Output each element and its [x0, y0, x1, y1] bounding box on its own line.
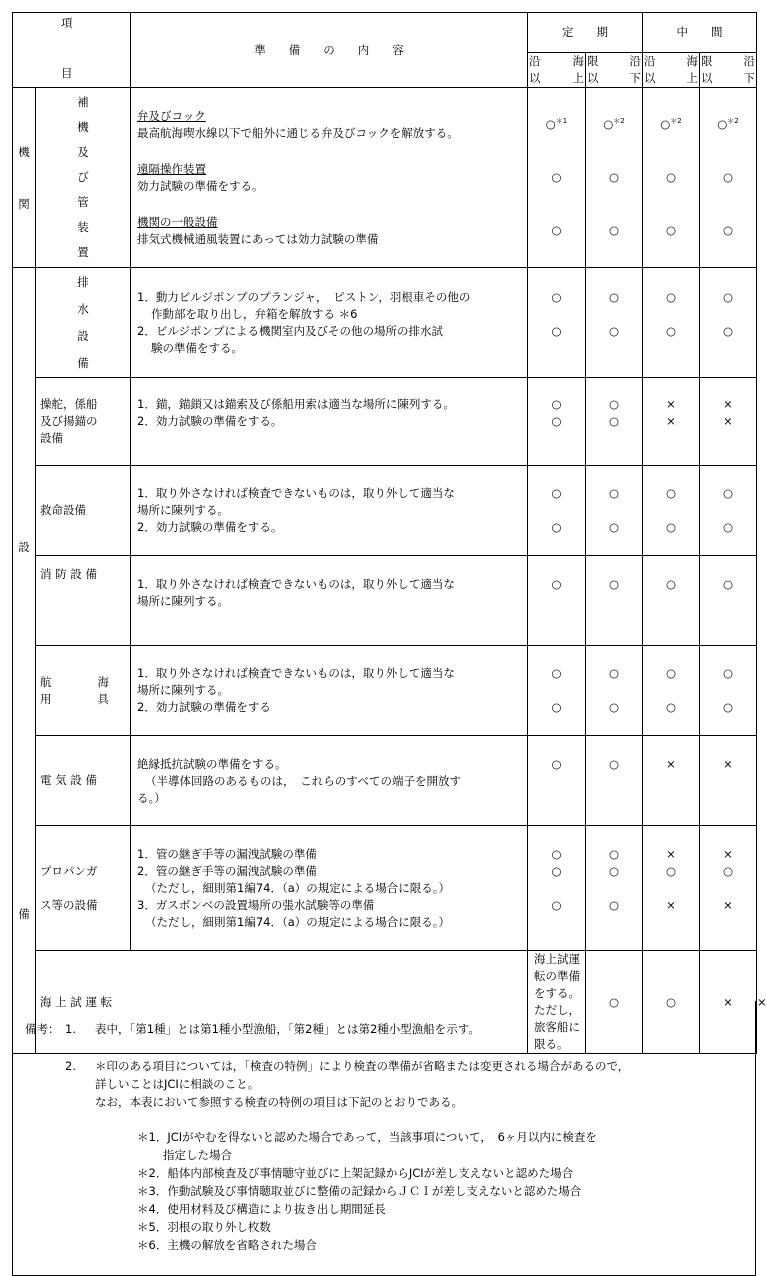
note-2-text-a: ＊印のある項目については，「検査の特例」により検査の準備が省略または変更される場合があるので， — [95, 1059, 630, 1073]
header-periodic: 定 期 — [528, 13, 643, 53]
sym-haisui-c3: ○ ○ — [643, 268, 700, 378]
sym-denki-c2: ○ — [586, 736, 643, 826]
content-steering-mooring: 1．錨，錨鎖又は錨索及び係船用索は適当な場所に陳列する。 2．効力試験の準備をする。 — [131, 378, 528, 466]
sym-sodaki-c1: ○ ○ — [528, 378, 586, 466]
sym-shobo-c1: ○ — [528, 556, 586, 646]
content-auxiliary-piping: 弁及びコック 最高航海喫水線以下で船外に通じる弁及びコックを解放する。 遠隔操作装置 効力試験の準備をする。 機関の一般設備 排気式機械通風装置にあっては効力試験の準備 — [131, 88, 528, 268]
sym-haisui-c2: ○ ○ — [586, 268, 643, 378]
header-row-1 — [13, 13, 757, 53]
sym-kokai-c1: ○ ○ — [528, 646, 586, 736]
exception-1: ＊1．JCIがやむを得ないと認めた場合であって，当該事項について， 6ヶ月以内に検査を — [137, 1130, 597, 1144]
content-sea-trial: 海上試運転の準備をする。ただし，旅客船に限る。 — [528, 951, 586, 1054]
exception-1-cont: 指定した場合 — [163, 1148, 232, 1162]
header-item-top: 項 — [61, 16, 73, 30]
row-navigation — [13, 646, 757, 736]
section-engine-label: 機 関 — [13, 88, 36, 268]
item-propane: プロパンガ ス等の設備 — [36, 826, 131, 951]
sym-sodaki-c2: ○ ○ — [586, 378, 643, 466]
item-auxiliary-piping: 補 機 及 び 管 装 置 — [36, 88, 131, 268]
sym-kyumei-c3: ○ ○ — [643, 466, 700, 556]
sym-haisui-c1: ○ ○ — [528, 268, 586, 378]
item-electrical: 電 気 設 備 — [36, 736, 131, 826]
header-intermediate: 中 間 — [643, 13, 757, 53]
note-2-text-c: なお，本表において参照する検査の特例の項目は下記のとおりである。 — [95, 1095, 463, 1109]
exception-2: ＊2．船体内部検査及び事情聴守並びに上架記録からJCIが差し支えないと認めた場合 — [137, 1166, 574, 1180]
content-navigation: 1．取り外さなければ検査できないものは，取り外して適当な 場所に陳列する。 2．効力試験の準備をする — [131, 646, 528, 736]
sym-kyumei-c4: ○ ○ — [700, 466, 757, 556]
sym-sodaki-c4: × × — [700, 378, 757, 466]
sym-denki-c3: × — [643, 736, 700, 826]
content-firefighting: 1．取り外さなければ検査できないものは，取り外して適当な 場所に陳列する。 — [131, 556, 528, 646]
sym-kaijo-c2: ○ — [643, 951, 700, 1054]
sym-propane-c1: ○ ○ ○ — [528, 826, 586, 951]
header-sub-coastal-periodic: 沿 海 以 上 — [528, 53, 586, 88]
item-firefighting: 消 防 設 備 — [36, 556, 131, 646]
content-propane: 1．管の継ぎ手等の漏洩試験の準備 2．管の継ぎ手等の漏洩試験の準備 （ただし，細則第1編74．（a）の規定による場合に限る。） 3．ガスボンベの設置場所の張水試験等の準備 （ただし，細則第1編74．（a）の規定による場合に限る。） — [131, 826, 528, 951]
sym-kyumei-c1: ○ ○ — [528, 466, 586, 556]
sym-hojo-c2: ○$^{*2}$ ○ ○ — [586, 88, 643, 268]
row-lifesaving — [13, 466, 757, 556]
item-navigation: 航 海 用 具 — [36, 646, 131, 736]
sym-kyumei-c2: ○ ○ — [586, 466, 643, 556]
sym-denki-c1: ○ — [528, 736, 586, 826]
exception-6: ＊6．主機の解放を省略された場合 — [137, 1238, 317, 1252]
sym-propane-c3: × ○ × — [643, 826, 700, 951]
preparation-table — [12, 12, 767, 1054]
row-propane — [13, 826, 757, 951]
remarks-box — [12, 1001, 756, 1276]
content-lifesaving: 1．取り外さなければ検査できないものは，取り外して適当な 場所に陳列する。 2．効力試験の準備をする。 — [131, 466, 528, 556]
note-1-text: 表中，「第1種」とは第1種小型漁船，「第2種」とは第2種小型漁船を示す。 — [95, 1022, 480, 1036]
content-electrical: 絶縁抵抗試験の準備をする。 （半導体回路のあるものは， これらのすべての端子を開放す る。） — [131, 736, 528, 826]
item-lifesaving: 救命設備 — [36, 466, 131, 556]
exception-3: ＊3．作動試験及び事情聴取並びに整備の記録からＪＣＩが差し支えないと認めた場合 — [137, 1184, 582, 1198]
sym-hojo-c4: ○$^{*2}$ ○ ○ — [700, 88, 757, 268]
sym-hojo-c1: ○$^{*1}$ ○ ○ — [528, 88, 586, 268]
sym-shobo-c4: ○ — [700, 556, 757, 646]
note-1-number: 1. — [65, 1022, 76, 1036]
exception-5: ＊5．羽根の取り外し枚数 — [137, 1220, 271, 1234]
row-steering-mooring — [13, 378, 757, 466]
sym-kokai-c3: ○ ○ — [643, 646, 700, 736]
item-drainage: 排 水 設 備 — [36, 268, 131, 378]
row-sea-trial: 海 上 試 運 転 海上試運転の準備をする。ただし，旅客船に限る。 ○ ○ × × — [13, 951, 757, 1054]
header-sub-limited-intermediate: 限 沿 以 下 — [700, 53, 757, 88]
sym-kaijo-c1: ○ — [586, 951, 643, 1054]
sym-haisui-c4: ○ ○ — [700, 268, 757, 378]
note-2-number: 2. — [65, 1059, 76, 1073]
sym-shobo-c3: ○ — [643, 556, 700, 646]
sym-kaijo-c3: × — [700, 951, 757, 1054]
note-2-text-b: 詳しいことはJCIに相談のこと。 — [95, 1077, 260, 1091]
sym-denki-c4: × — [700, 736, 757, 826]
sym-kokai-c4: ○ ○ — [700, 646, 757, 736]
sym-kokai-c2: ○ ○ — [586, 646, 643, 736]
sym-propane-c2: ○ ○ ○ — [586, 826, 643, 951]
content-drainage: 1．動力ビルジポンプのプランジャ， ピストン，羽根車その他の 作動部を取り出し，弁箱を解放する ＊6 2．ビルジポンプによる機関室内及びその他の場所の排水試 験の準備をする。 — [131, 268, 528, 378]
sym-sodaki-c3: × × — [643, 378, 700, 466]
remarks-label: 備考： — [25, 1022, 60, 1036]
header-item-cell — [13, 13, 131, 88]
header-sub-coastal-intermediate: 沿 海 以 上 — [643, 53, 700, 88]
sym-propane-c4: × ○ × — [700, 826, 757, 951]
header-sub-limited-periodic: 限 沿 以 下 — [586, 53, 643, 88]
header-item-bottom: 目 — [61, 66, 73, 80]
exception-4: ＊4．使用材料及び構造により抜き出し期間延長 — [137, 1202, 386, 1216]
sym-shobo-c2: ○ — [586, 556, 643, 646]
item-sea-trial: 海 上 試 運 転 — [36, 951, 528, 1054]
row-drainage — [13, 268, 757, 378]
sym-hojo-c3: ○$^{*2}$ ○ ○ — [643, 88, 700, 268]
row-electrical — [13, 736, 757, 826]
row-firefighting — [13, 556, 757, 646]
section-equipment-label: 設 備 — [13, 268, 36, 1054]
item-steering-mooring: 操舵，係船 及び揚錨の 設備 — [36, 378, 131, 466]
row-auxiliary-piping — [13, 88, 757, 268]
header-content: 準 備 の 内 容 — [131, 13, 528, 88]
